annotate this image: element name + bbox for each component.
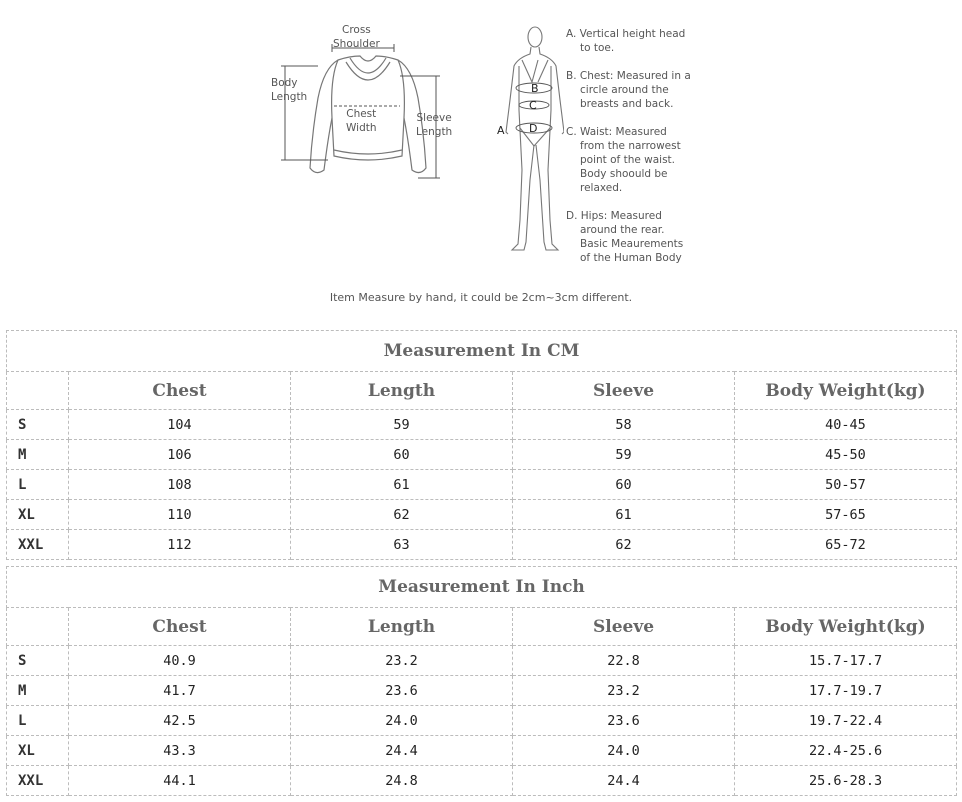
chest-width-line-1: Chest xyxy=(346,108,377,120)
table-cell: 24.8 xyxy=(291,766,513,796)
legend-b-line-2: circle around the xyxy=(580,84,669,96)
table-cell: 60 xyxy=(291,440,513,470)
sleeve-length-label xyxy=(416,111,452,139)
table-cell: 58 xyxy=(513,410,735,440)
cross-shoulder-line-2: Shoulder xyxy=(333,38,380,50)
body-length-line-2: Length xyxy=(271,91,308,103)
table-cell: 59 xyxy=(513,440,735,470)
table-row xyxy=(7,440,957,470)
column-header xyxy=(7,372,69,410)
table-cell: 45-50 xyxy=(735,440,957,470)
size-label: S xyxy=(7,410,69,440)
table-cell: 108 xyxy=(69,470,291,500)
table-header-row xyxy=(7,372,957,410)
table-cell: 24.0 xyxy=(291,706,513,736)
table-cell: 24.4 xyxy=(513,766,735,796)
legend-d-line-2: around the rear. xyxy=(580,224,665,236)
table-cell: 62 xyxy=(513,530,735,560)
table-cell: 24.4 xyxy=(291,736,513,766)
table-cell: 40.9 xyxy=(69,646,291,676)
table-cell: 41.7 xyxy=(69,676,291,706)
table-cell: 23.6 xyxy=(291,676,513,706)
legend-item-a xyxy=(566,27,716,55)
size-label: XXL xyxy=(7,766,69,796)
table-cell: 15.7-17.7 xyxy=(735,646,957,676)
size-label: L xyxy=(7,470,69,500)
column-header: Length xyxy=(291,372,513,410)
size-table-inch xyxy=(6,566,957,796)
table-row xyxy=(7,410,957,440)
legend-b-line-3: breasts and back. xyxy=(580,98,674,110)
table-cell: 50-57 xyxy=(735,470,957,500)
table-row xyxy=(7,500,957,530)
legend-item-b xyxy=(566,69,716,111)
size-label: XL xyxy=(7,736,69,766)
table-row xyxy=(7,676,957,706)
legend-d-line-3: Basic Meaurements xyxy=(580,238,684,250)
table-title: Measurement In Inch xyxy=(7,567,957,608)
body-length-label xyxy=(271,76,307,104)
table-row xyxy=(7,470,957,500)
table-row xyxy=(7,736,957,766)
column-header: Body Weight(kg) xyxy=(735,372,957,410)
legend-c-line-2: from the narrowest xyxy=(580,140,681,152)
legend-c-line-4: Body shoould be xyxy=(580,168,668,180)
table-row xyxy=(7,530,957,560)
legend-d-line-1: D. Hips: Measured xyxy=(566,210,662,222)
table-title-row xyxy=(7,567,957,608)
size-label: XXL xyxy=(7,530,69,560)
cross-shoulder-label xyxy=(333,23,380,51)
legend-item-c xyxy=(566,125,716,195)
legend-c-line-3: point of the waist. xyxy=(580,154,676,166)
table-cell: 22.4-25.6 xyxy=(735,736,957,766)
table-cell: 43.3 xyxy=(69,736,291,766)
table-cell: 106 xyxy=(69,440,291,470)
size-label: L xyxy=(7,706,69,736)
table-cell: 23.2 xyxy=(513,676,735,706)
sleeve-length-line-1: Sleeve xyxy=(416,112,452,124)
column-header: Body Weight(kg) xyxy=(735,608,957,646)
size-label: M xyxy=(7,676,69,706)
table-cell: 110 xyxy=(69,500,291,530)
column-header: Length xyxy=(291,608,513,646)
column-header: Sleeve xyxy=(513,608,735,646)
sleeve-length-line-2: Length xyxy=(416,126,453,138)
mark-b: B xyxy=(531,82,539,95)
table-cell: 23.6 xyxy=(513,706,735,736)
size-label: S xyxy=(7,646,69,676)
column-header: Chest xyxy=(69,372,291,410)
column-header xyxy=(7,608,69,646)
table-cell: 19.7-22.4 xyxy=(735,706,957,736)
table-cell: 60 xyxy=(513,470,735,500)
table-cell: 112 xyxy=(69,530,291,560)
body-length-line-1: Body xyxy=(271,77,298,89)
chest-width-line-2: Width xyxy=(346,122,377,134)
table-header-row xyxy=(7,608,957,646)
body-figure-illustration xyxy=(492,20,564,260)
size-label: M xyxy=(7,440,69,470)
mark-d: D xyxy=(529,122,538,135)
legend-item-d xyxy=(566,209,716,265)
table-cell: 23.2 xyxy=(291,646,513,676)
table-cell: 44.1 xyxy=(69,766,291,796)
table-row xyxy=(7,646,957,676)
table-cell: 63 xyxy=(291,530,513,560)
measurement-legend xyxy=(566,27,716,279)
table-cell: 25.6-28.3 xyxy=(735,766,957,796)
table-title-row xyxy=(7,331,957,372)
mark-a: A xyxy=(497,124,505,137)
table-row xyxy=(7,766,957,796)
legend-c-line-5: relaxed. xyxy=(580,182,623,194)
size-table-cm xyxy=(6,330,957,560)
legend-b-line-1: B. Chest: Measured in a xyxy=(566,70,691,82)
measure-note: Item Measure by hand, it could be 2cm~3cm different. xyxy=(329,291,633,304)
size-label: XL xyxy=(7,500,69,530)
table-row xyxy=(7,706,957,736)
legend-a-line-1: A. Vertical height head xyxy=(566,28,686,40)
table-cell: 104 xyxy=(69,410,291,440)
table-cell: 59 xyxy=(291,410,513,440)
cross-shoulder-line-1: Cross xyxy=(341,24,371,36)
table-cell: 22.8 xyxy=(513,646,735,676)
table-cell: 24.0 xyxy=(513,736,735,766)
chest-width-label xyxy=(346,107,377,135)
table-cell: 42.5 xyxy=(69,706,291,736)
table-cell: 61 xyxy=(513,500,735,530)
table-cell: 62 xyxy=(291,500,513,530)
column-header: Sleeve xyxy=(513,372,735,410)
legend-d-line-4: of the Human Body xyxy=(580,252,682,264)
table-cell: 40-45 xyxy=(735,410,957,440)
size-diagram xyxy=(0,0,962,320)
table-cell: 57-65 xyxy=(735,500,957,530)
column-header: Chest xyxy=(69,608,291,646)
table-cell: 17.7-19.7 xyxy=(735,676,957,706)
legend-c-line-1: C. Waist: Measured xyxy=(566,126,667,138)
table-cell: 65-72 xyxy=(735,530,957,560)
table-title: Measurement In CM xyxy=(7,331,957,372)
table-cell: 61 xyxy=(291,470,513,500)
legend-a-line-2: to toe. xyxy=(580,42,615,54)
mark-c: C xyxy=(529,99,537,112)
